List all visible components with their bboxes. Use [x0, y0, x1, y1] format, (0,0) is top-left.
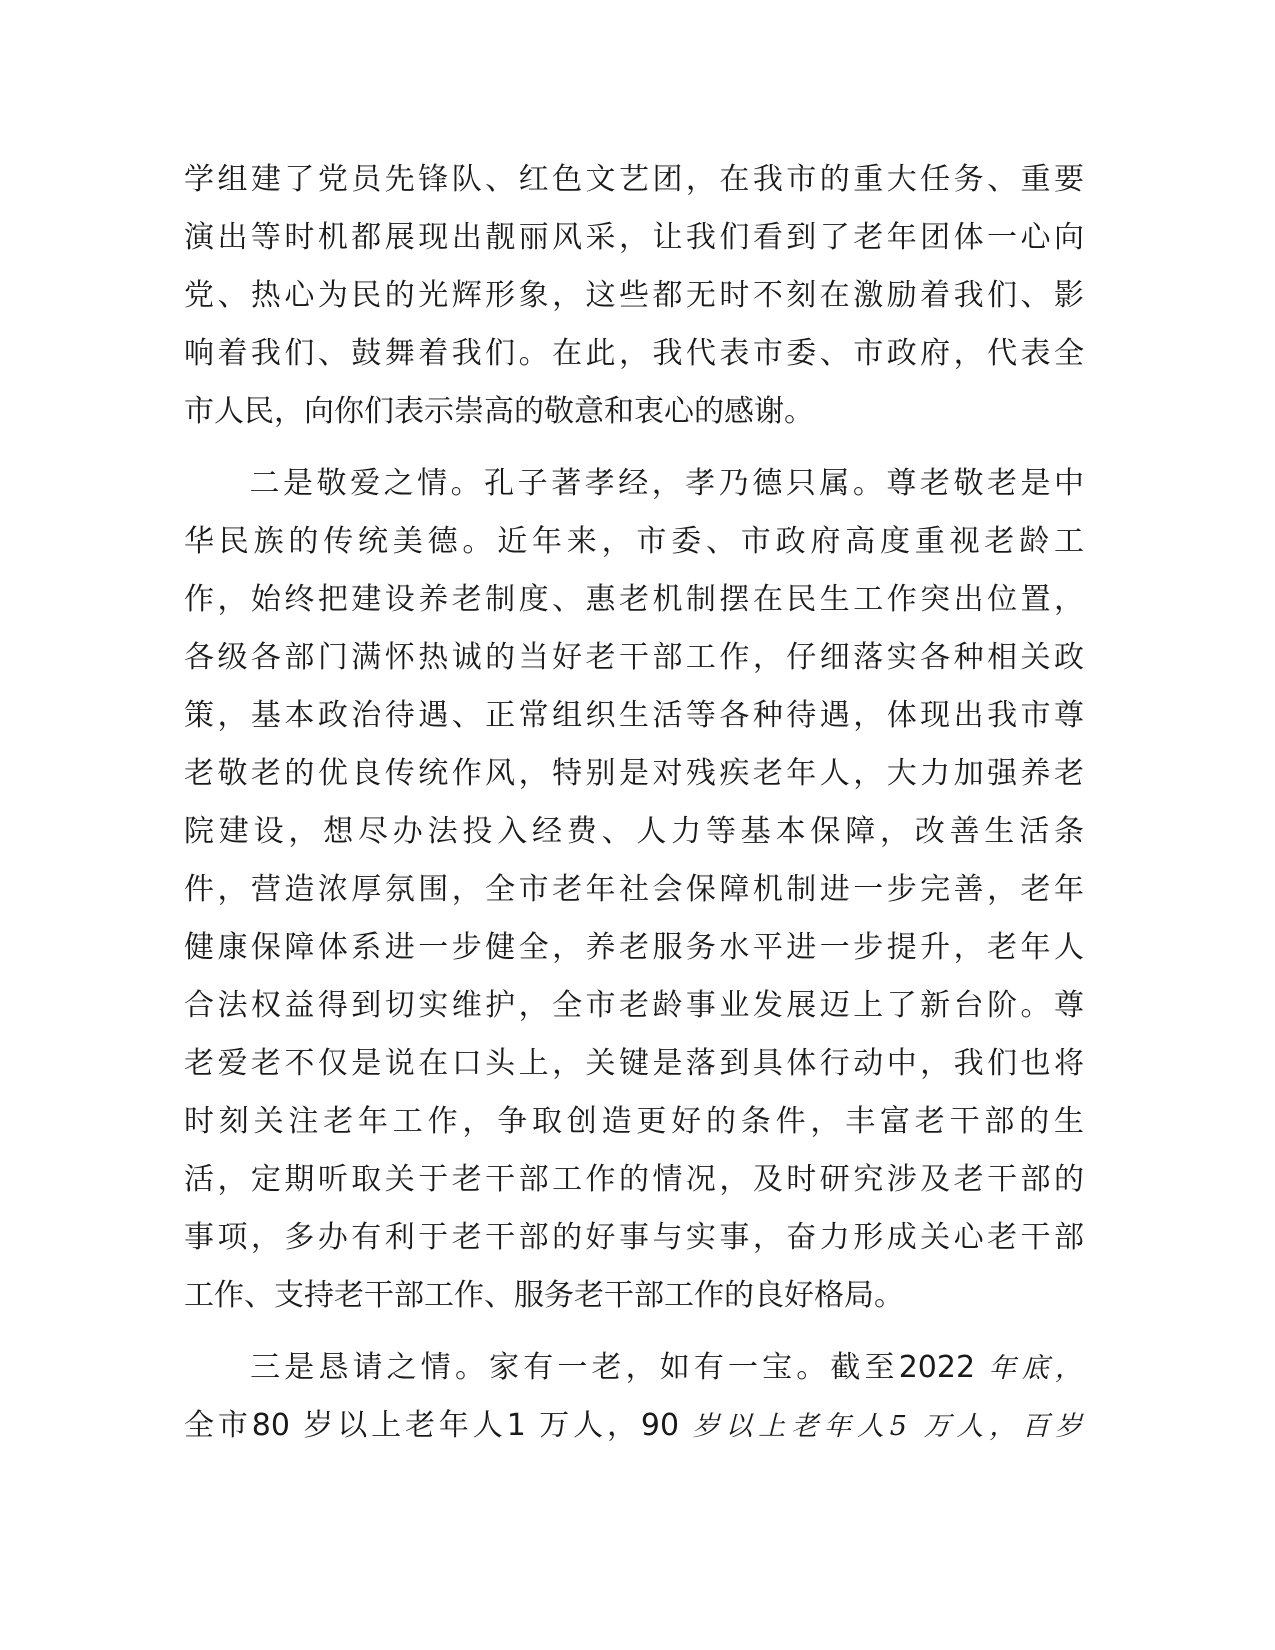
text-line: 工作、支持老干部工作、服务老干部工作的良好格局。	[184, 1278, 904, 1313]
text-line-indented	[184, 455, 1084, 513]
text-line: 演出等时机都展现出靓丽风采，让我们看到了老年团体一心向	[184, 220, 1084, 255]
text-line-content: 全市80 岁以上老年人1 万人，90	[184, 1408, 680, 1443]
text-line	[184, 1397, 1084, 1455]
text-line: 响着我们、鼓舞着我们。在此，我代表市委、市政府，代表全	[184, 336, 1084, 371]
text-line: 策，基本政治待遇、正常组织生活等各种待遇，体现出我市尊	[184, 698, 1084, 733]
text-line: 事项，多办有利于老干部的好事与实事，奋力形成关心老干部	[184, 1220, 1084, 1255]
text-line-indented	[184, 1339, 1084, 1397]
body-text	[184, 151, 1084, 1455]
text-line-content: 三是恳请之情。家有一老，如有一宝。截至2022	[246, 1350, 976, 1385]
text-line: 各级各部门满怀热诚的当好老干部工作，仔细落实各种相关政	[184, 640, 1084, 675]
text-line: 院建设，想尽办法投入经费、人力等基本保障，改善生活条	[184, 814, 1084, 849]
text-line: 健康保障体系进一步健全，养老服务水平进一步提升，老年人	[184, 930, 1084, 965]
text-line: 学组建了党员先锋队、红色文艺团，在我市的重大任务、重要	[184, 162, 1084, 197]
paragraph-2	[184, 455, 1084, 1325]
text-line-content: 二是敬爱之情。孔子著孝经，孝乃德只属。尊老敬老是中	[246, 466, 1084, 501]
text-line: 作，始终把建设养老制度、惠老机制摆在民生工作突出位置，	[184, 582, 1084, 617]
paragraph-spacer	[184, 441, 1084, 455]
text-line: 老敬老的优良传统作风，特别是对残疾老年人，大力加强养老	[184, 756, 1084, 791]
paragraph-spacer	[184, 1325, 1084, 1339]
text-line-tail: 年底，	[988, 1353, 1084, 1384]
text-line: 合法权益得到切实维护，全市老龄事业发展迈上了新台阶。尊	[184, 988, 1084, 1023]
paragraph-1	[184, 151, 1084, 441]
paragraph-3	[184, 1339, 1084, 1455]
text-line: 市人民，向你们表示崇高的敬意和衷心的感谢。	[184, 394, 814, 429]
text-line: 党、热心为民的光辉形象，这些都无时不刻在激励着我们、影	[184, 278, 1084, 313]
text-line: 华民族的传统美德。近年来，市委、市政府高度重视老龄工	[184, 524, 1084, 559]
text-line: 时刻关注老年工作，争取创造更好的条件，丰富老干部的生	[184, 1104, 1084, 1139]
text-line: 件，营造浓厚氛围，全市老年社会保障机制进一步完善，老年	[184, 872, 1084, 907]
text-line: 活，定期听取关于老干部工作的情况，及时研究涉及老干部的	[184, 1162, 1084, 1197]
text-line: 老爱老不仅是说在口头上，关键是落到具体行动中，我们也将	[184, 1046, 1084, 1081]
text-line-tail: 岁以上老年人5 万人，百岁	[692, 1411, 1085, 1442]
